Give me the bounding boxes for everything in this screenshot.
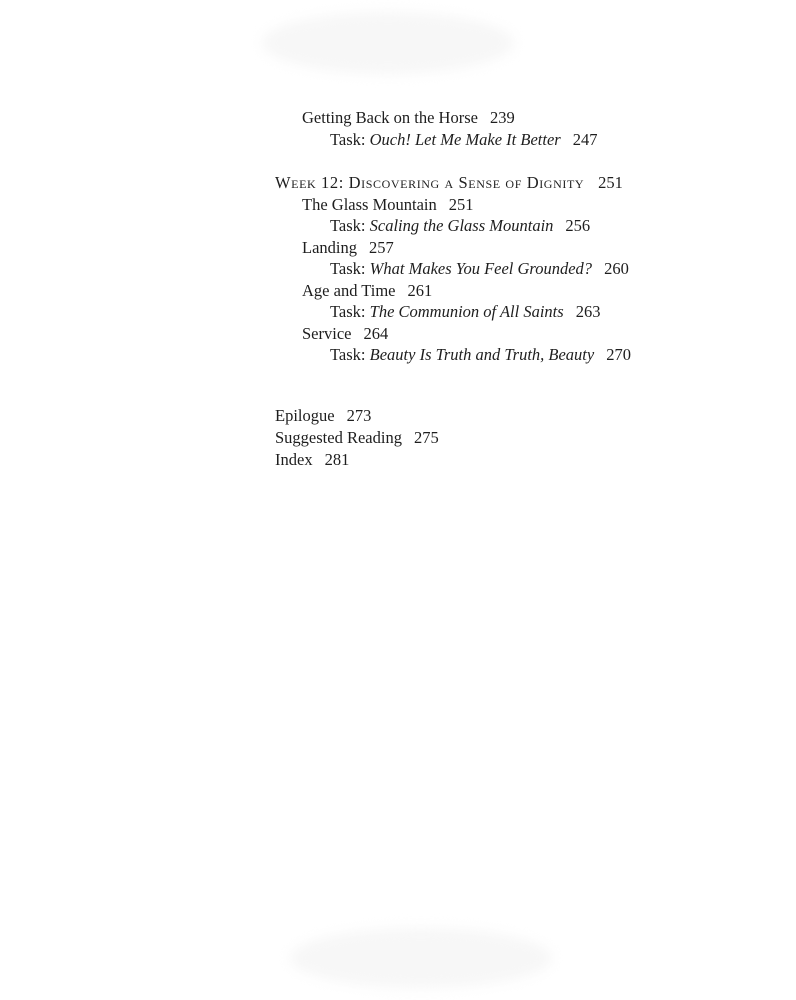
scan-smudge-top — [262, 12, 514, 74]
toc-entry-title: Landing — [302, 238, 357, 257]
toc-entry-glass-mountain — [302, 195, 473, 215]
toc-page-number: 239 — [489, 108, 515, 127]
toc-page-number: 251 — [598, 173, 623, 192]
toc-page-number: 257 — [369, 238, 394, 257]
task-title: What Makes You Feel Grounded? — [369, 259, 593, 278]
toc-page-number: 264 — [363, 324, 389, 343]
toc-task-grounded — [330, 259, 629, 279]
toc-task-beauty — [330, 345, 631, 365]
toc-page-number: 275 — [413, 428, 439, 447]
toc-entry-title: The Glass Mountain — [302, 195, 437, 214]
toc-entry-index — [275, 450, 349, 470]
task-title: Beauty Is Truth and Truth, Beauty — [369, 345, 595, 364]
task-prefix: Task: — [330, 259, 366, 278]
week-heading-label: Week 12: Discovering a Sense of Dignity — [275, 173, 585, 192]
toc-entry-title: Service — [302, 324, 352, 343]
toc-page-number: 261 — [407, 281, 433, 300]
toc-page-number: 251 — [448, 195, 474, 214]
toc-entry-age-and-time — [302, 281, 432, 301]
scan-smudge-bottom — [290, 928, 552, 988]
toc-page-number: 263 — [575, 302, 601, 321]
toc-entry-landing — [302, 238, 394, 258]
toc-page-number: 281 — [324, 450, 350, 469]
task-prefix: Task: — [330, 130, 366, 149]
toc-task-communion — [330, 302, 600, 322]
toc-page-number: 247 — [572, 130, 598, 149]
toc-entry-title: Age and Time — [302, 281, 396, 300]
toc-page-number: 260 — [604, 259, 629, 278]
toc-entry-service — [302, 324, 388, 344]
toc-entry-title: Epilogue — [275, 406, 335, 425]
toc-task-scaling — [330, 216, 590, 236]
task-title: Ouch! Let Me Make It Better — [369, 130, 561, 149]
toc-task-ouch — [330, 130, 597, 150]
task-prefix: Task: — [330, 345, 366, 364]
toc-entry-suggested-reading — [275, 428, 439, 448]
toc-entry-title: Suggested Reading — [275, 428, 402, 447]
task-prefix: Task: — [330, 302, 366, 321]
toc-page-number: 273 — [346, 406, 372, 425]
toc-entry-title: Index — [275, 450, 313, 469]
task-prefix: Task: — [330, 216, 366, 235]
toc-page-number: 256 — [565, 216, 591, 235]
task-title: The Communion of All Saints — [369, 302, 564, 321]
toc-week-12-heading — [275, 173, 623, 193]
toc-entry-getting-back — [302, 108, 515, 128]
toc-entry-title: Getting Back on the Horse — [302, 108, 478, 127]
toc-page-number: 270 — [606, 345, 631, 364]
toc-entry-epilogue — [275, 406, 371, 426]
task-title: Scaling the Glass Mountain — [369, 216, 554, 235]
